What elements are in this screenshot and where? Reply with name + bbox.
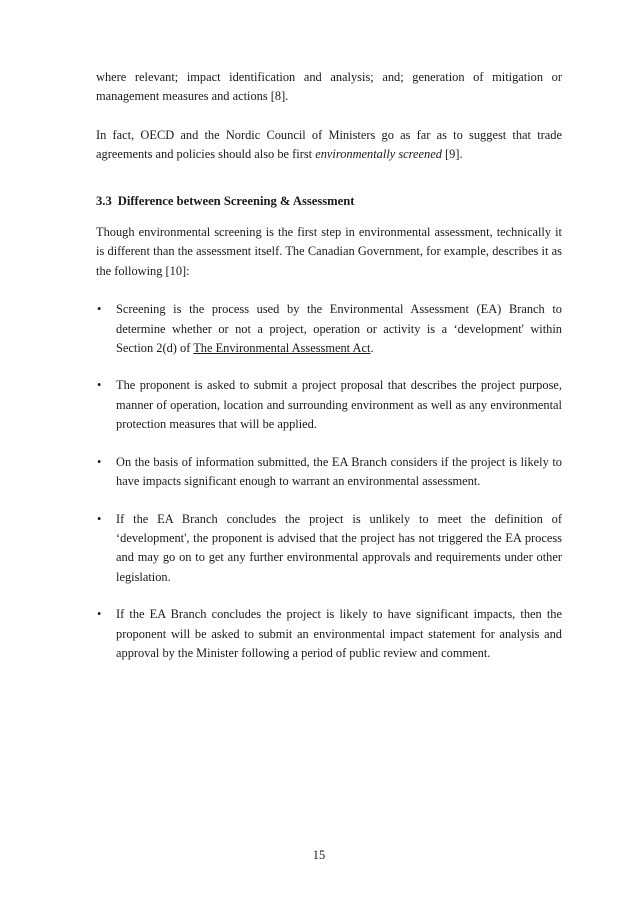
section-heading: [96, 192, 562, 211]
section-number: 3.3: [96, 193, 112, 208]
page-number: 15: [312, 848, 326, 862]
list-item-text-end: .: [370, 341, 374, 356]
italic-phrase: environmentally screened: [315, 147, 442, 162]
paragraph-oecd-text: In fact, OECD and the Nordic Council of Ministers go as far as to suggest that trade agreements and policies should also be first: [96, 127, 562, 162]
bullet-icon: •: [97, 607, 102, 622]
list-item: [96, 605, 562, 663]
list-item: [96, 453, 562, 492]
list-item-text: Screening is the process used by the Environmental Assessment (EA) Branch to determine whether or not a project, operation or activity is a ‘development' within Section 2(d) of: [116, 302, 562, 356]
list-item-text: On the basis of information submitted, the EA Branch considers if the project is likely to have impacts significant enough to warrant an environmental assessment.: [116, 454, 562, 489]
list-item: [96, 376, 562, 434]
bullet-icon: •: [97, 454, 102, 469]
act-reference-link[interactable]: The Environmental Assessment Act: [193, 341, 371, 356]
paragraph-oecd-citation: [9].: [441, 147, 463, 162]
list-item: [96, 510, 562, 588]
paragraph-intro: Though environmental screening is the first step in environmental assessment, technically it is different than the assessment itself. The Canadian Government, for example, describes it as the following [10]:: [96, 225, 562, 278]
bullet-icon: •: [97, 511, 102, 526]
paragraph-continuation: where relevant; impact identification and analysis; and; generation of mitigation or management measures and actions [8].: [96, 70, 562, 104]
section-title: Difference between Screening & Assessment: [117, 193, 355, 208]
document-page: [96, 68, 562, 681]
list-item-text: If the EA Branch concludes the project is likely to have significant impacts, then the proponent will be asked to submit an environmental impact statement for analysis and approval by the Minister following a period of public review and comment.: [116, 607, 562, 660]
bullet-list: [96, 300, 562, 663]
bullet-icon: •: [97, 378, 102, 393]
list-item: [96, 300, 562, 358]
list-item-text: If the EA Branch concludes the project is unlikely to meet the definition of ‘development', the proponent is advised that the project has not triggered the EA process and may go on to get any further environmental approvals and requirements under other legislation.: [116, 511, 562, 584]
paragraph-oecd: [96, 126, 562, 165]
bullet-icon: •: [97, 302, 102, 317]
list-item-text: The proponent is asked to submit a project proposal that describes the project purpose, manner of operation, location and surrounding environment as well as any environmental protection measures that will be applied.: [116, 378, 562, 432]
